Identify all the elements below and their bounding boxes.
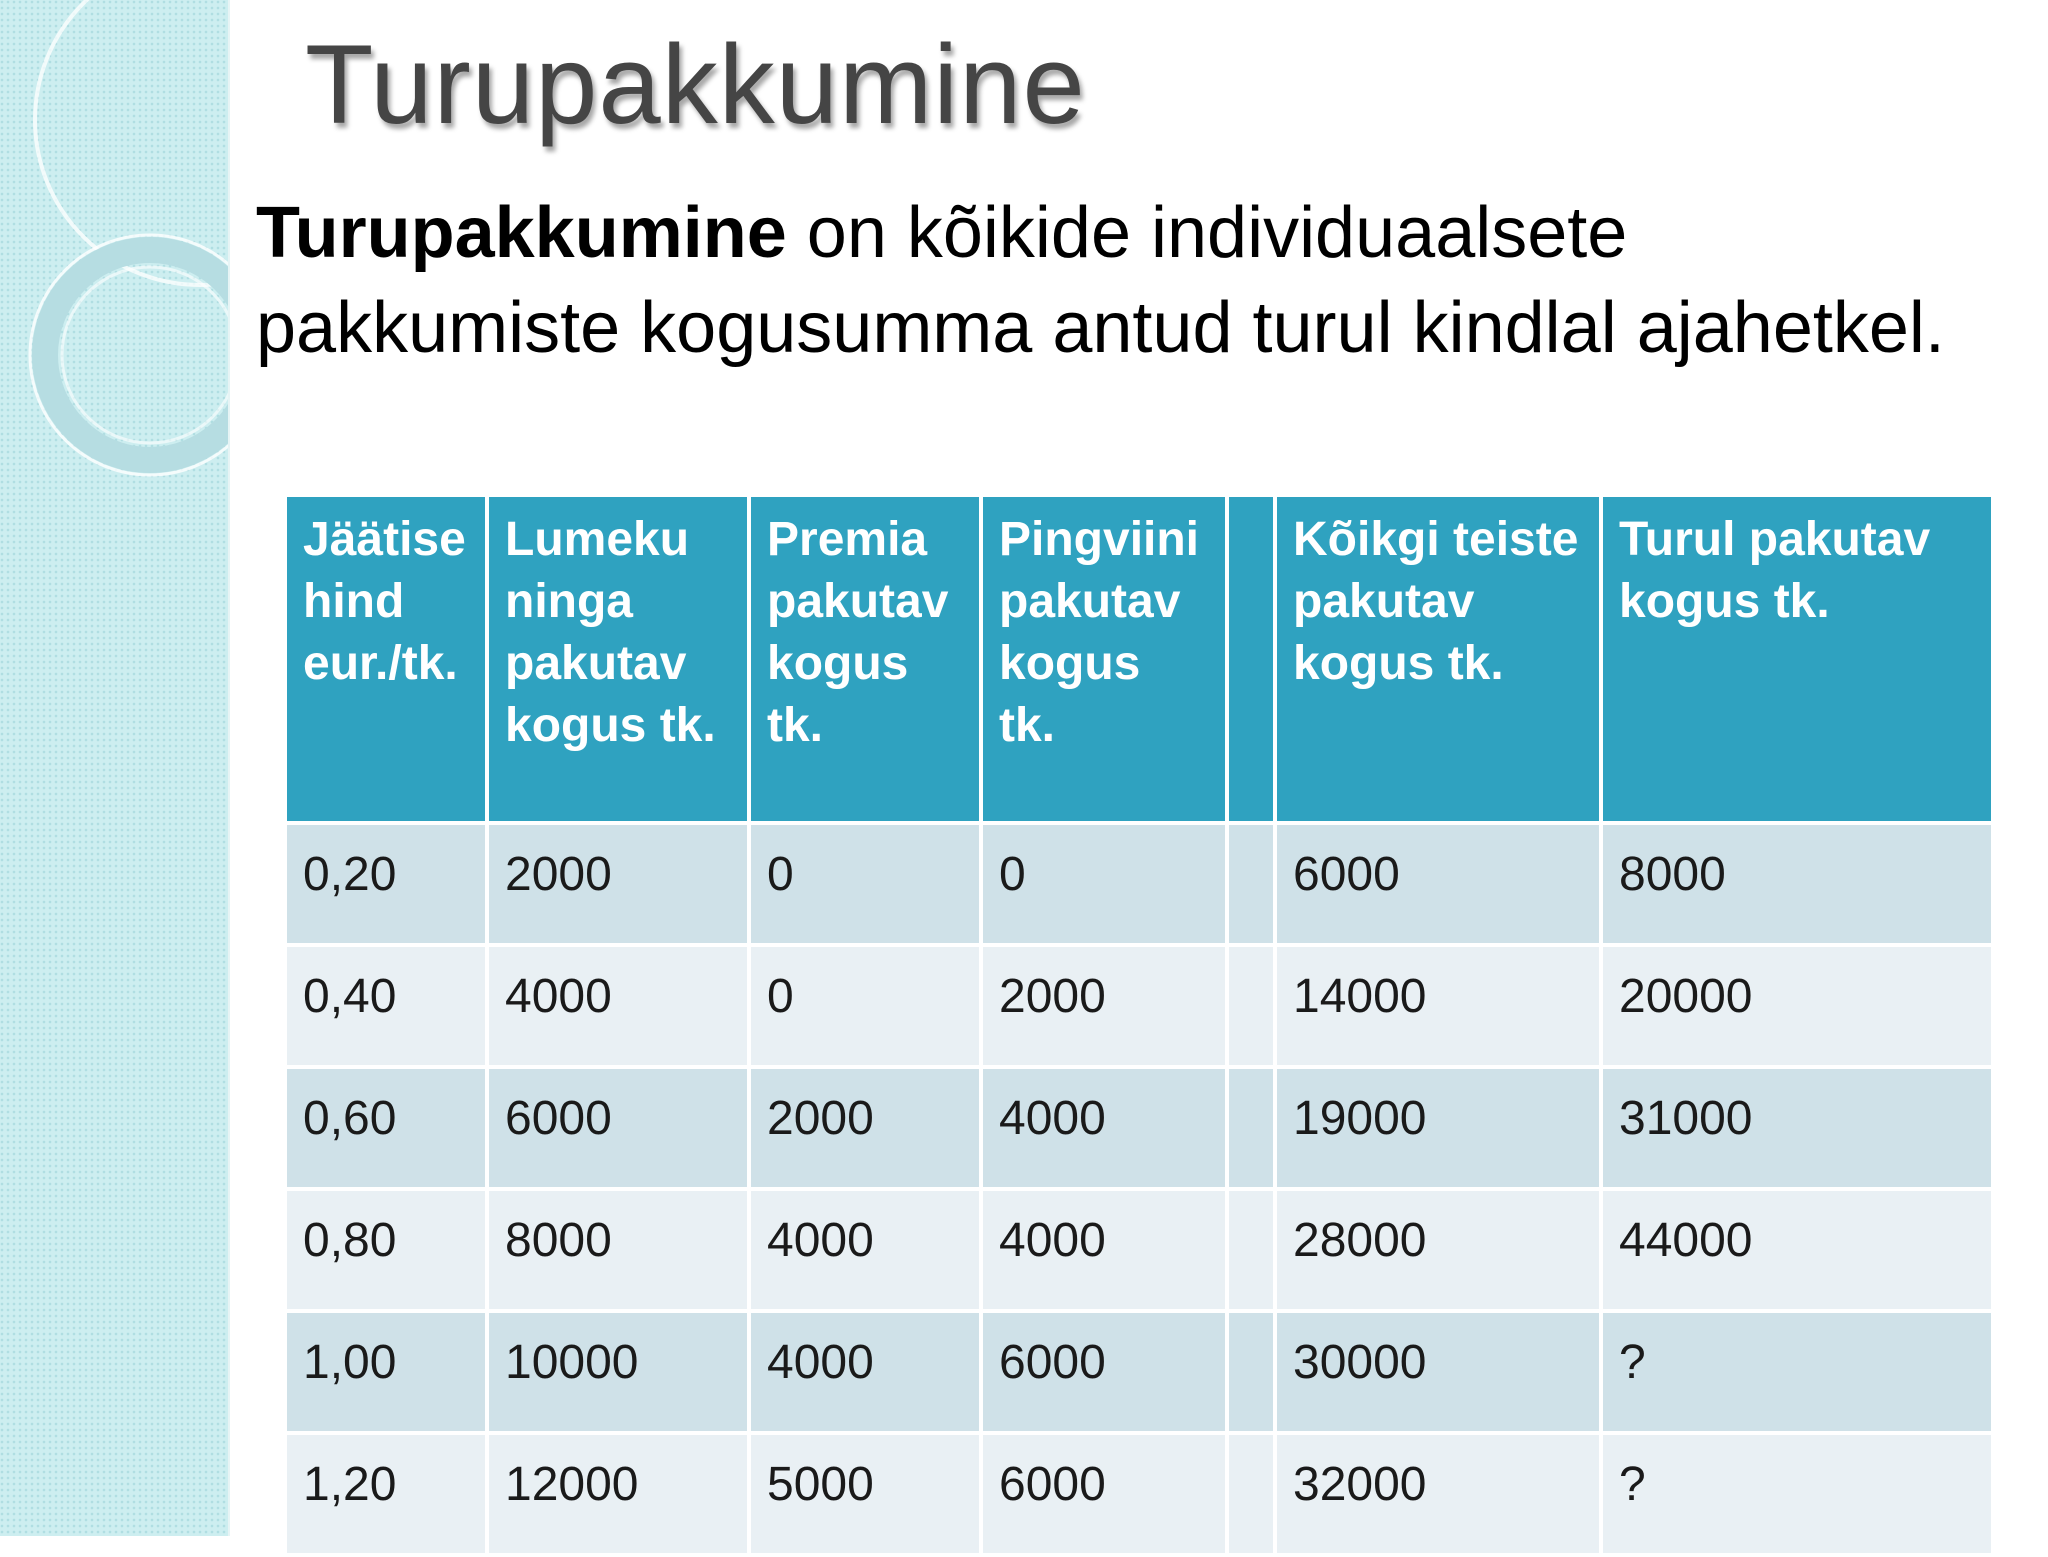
cell-pingviin: 0 — [981, 823, 1227, 945]
table-row — [285, 823, 1993, 945]
cell-premia: 4000 — [749, 1189, 981, 1311]
cell-pingviin: 6000 — [981, 1311, 1227, 1433]
table-body — [285, 823, 1993, 1555]
cell-price: 0,20 — [285, 823, 487, 945]
header-price: Jäätise hind eur./tk. — [285, 495, 487, 823]
cell-premia: 4000 — [749, 1311, 981, 1433]
header-lumeku: Lumeku ninga pakutav kogus tk. — [487, 495, 749, 823]
decorative-rings — [0, 0, 228, 1536]
cell-premia: 2000 — [749, 1067, 981, 1189]
cell-pingviin: 4000 — [981, 1067, 1227, 1189]
header-pingviin: Pingviini pakutav kogus tk. — [981, 495, 1227, 823]
cell-others: 30000 — [1275, 1311, 1601, 1433]
cell-price: 1,20 — [285, 1433, 487, 1555]
header-others: Kõikgi teiste pakutav kogus tk. — [1275, 495, 1601, 823]
table-row — [285, 1311, 1993, 1433]
cell-pingviin: 6000 — [981, 1433, 1227, 1555]
cell-pingviin: 2000 — [981, 945, 1227, 1067]
cell-spacer — [1227, 1433, 1275, 1555]
cell-market-total: 44000 — [1601, 1189, 1993, 1311]
cell-price: 0,80 — [285, 1189, 487, 1311]
decorative-side-strip — [0, 0, 230, 1536]
table-row — [285, 1189, 1993, 1311]
table-header-row — [285, 495, 1993, 823]
cell-lumeku: 2000 — [487, 823, 749, 945]
table-row — [285, 1433, 1993, 1555]
definition-term: Turupakkumine — [256, 193, 787, 273]
cell-others: 32000 — [1275, 1433, 1601, 1555]
table-row — [285, 1067, 1993, 1189]
cell-market-total: 8000 — [1601, 823, 1993, 945]
cell-lumeku: 6000 — [487, 1067, 749, 1189]
table-row — [285, 945, 1993, 1067]
cell-others: 6000 — [1275, 823, 1601, 945]
cell-others: 19000 — [1275, 1067, 1601, 1189]
cell-price: 0,40 — [285, 945, 487, 1067]
cell-spacer — [1227, 945, 1275, 1067]
cell-lumeku: 4000 — [487, 945, 749, 1067]
cell-others: 28000 — [1275, 1189, 1601, 1311]
cell-premia: 0 — [749, 823, 981, 945]
cell-others: 14000 — [1275, 945, 1601, 1067]
header-spacer — [1227, 495, 1275, 823]
cell-price: 1,00 — [285, 1311, 487, 1433]
cell-pingviin: 4000 — [981, 1189, 1227, 1311]
definition-body: on kõikide individuaalsete pakkumiste kogusumma antud turul kindlal ajahetkel. — [256, 193, 1945, 368]
cell-spacer — [1227, 1067, 1275, 1189]
cell-price: 0,60 — [285, 1067, 487, 1189]
cell-premia: 0 — [749, 945, 981, 1067]
cell-lumeku: 12000 — [487, 1433, 749, 1555]
header-market-total: Turul pakutav kogus tk. — [1601, 495, 1993, 823]
cell-market-total: 20000 — [1601, 945, 1993, 1067]
slide-title: Turupakkumine — [305, 22, 1086, 147]
cell-market-total: ? — [1601, 1433, 1993, 1555]
supply-table — [283, 493, 1995, 1557]
cell-spacer — [1227, 1311, 1275, 1433]
cell-spacer — [1227, 1189, 1275, 1311]
cell-premia: 5000 — [749, 1433, 981, 1555]
cell-lumeku: 8000 — [487, 1189, 749, 1311]
cell-spacer — [1227, 823, 1275, 945]
cell-market-total: ? — [1601, 1311, 1993, 1433]
definition-text — [256, 186, 1996, 376]
header-premia: Premia pakutav kogus tk. — [749, 495, 981, 823]
cell-market-total: 31000 — [1601, 1067, 1993, 1189]
cell-lumeku: 10000 — [487, 1311, 749, 1433]
